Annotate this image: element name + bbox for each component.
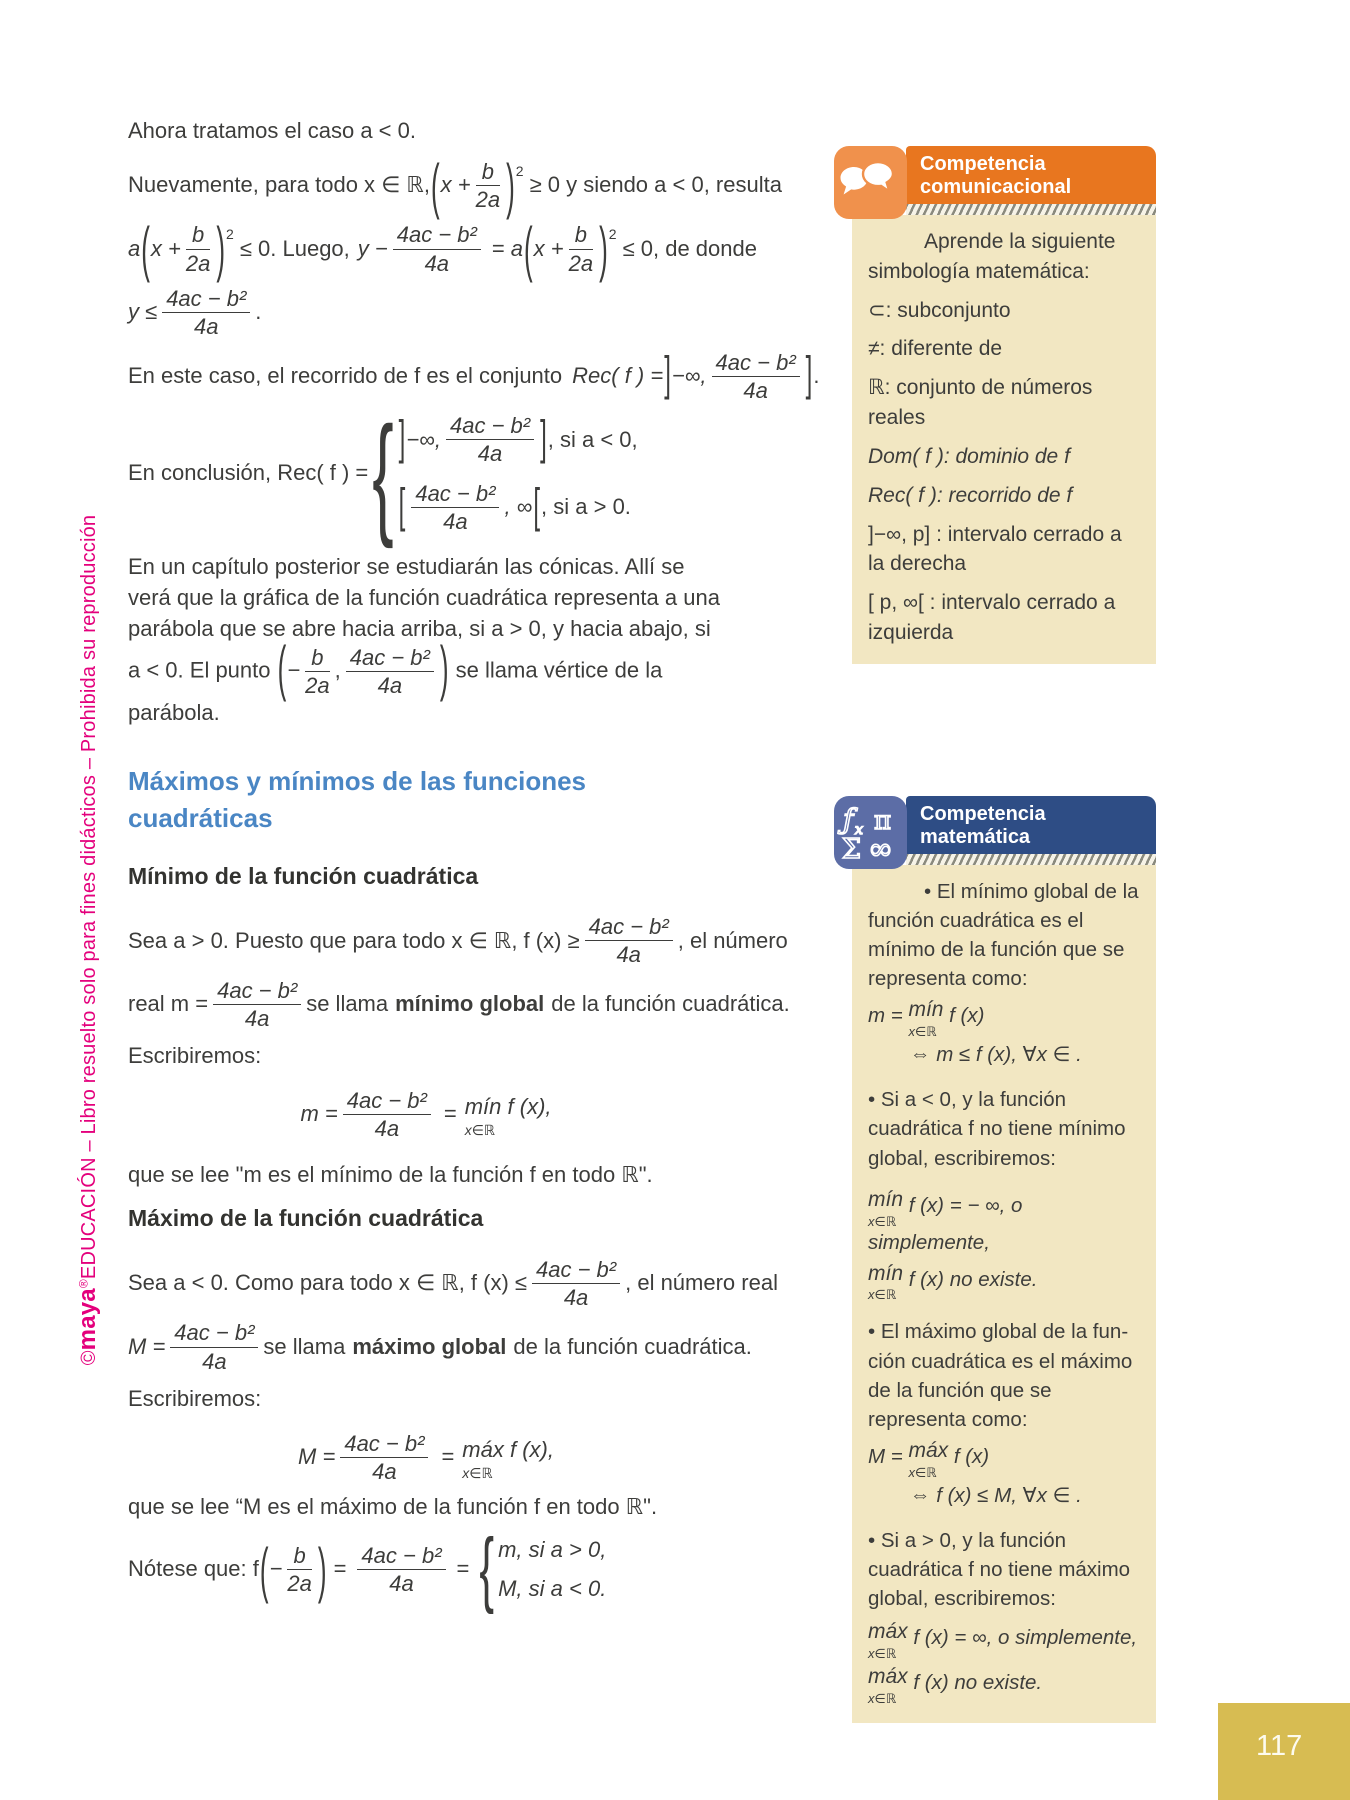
hatch-band: [906, 854, 1156, 865]
paragraph-conicas: [128, 552, 724, 729]
bullet-maximo-global: • El máximo global de la función cuadrática es el máximo de la función que se representa como:: [868, 1320, 1133, 1431]
paragraph-caso-a-negativo: Ahora tratamos el caso a < 0.: [128, 118, 416, 143]
interval-bracket: ]: [805, 349, 813, 402]
registered-symbol: ®: [76, 1279, 91, 1289]
fraction-discriminant: 4ac − b² 4a: [411, 481, 499, 535]
math-token: f (x): [943, 1004, 985, 1028]
formula-text: Nuevamente, para todo x ∈ ℝ,: [128, 172, 430, 198]
bold-maximo-global: máximo global: [352, 1333, 507, 1359]
fraction-discriminant: 4ac − b² 4a: [446, 413, 534, 467]
fraction-discriminant: $\frac{\text{4ac − b²}}{4a}$: [585, 914, 673, 968]
operator-text: máx: [868, 1620, 908, 1644]
paragraph-text: Sea a > 0. Puesto que para todo x ∈ ℝ, f (x) ≥: [128, 927, 580, 953]
cases-column: [398, 413, 638, 534]
paragraph-text: de la función cuadrática.: [551, 991, 790, 1017]
big-right-paren: ): [317, 1534, 327, 1606]
symbol-item: Rec( f ): recorrido de f: [868, 483, 1073, 507]
formula-line-luego: [128, 213, 757, 285]
formula-line-nuevamente: [128, 150, 782, 221]
period: .: [255, 299, 262, 325]
fraction-discriminant: $\frac{\text{4ac − b²}}{4a}$: [162, 286, 250, 340]
math-token: f (x): [948, 1444, 990, 1468]
operator-text: mín f (x),: [464, 1094, 552, 1120]
copyright-text: EDUCACIÓN – Libro resuelto solo para fines didácticos – Prohibida su reproducción: [78, 514, 100, 1280]
paragraph-que-se-lee-min: que se lee "m es el mínimo de la función f en todo ℝ".: [128, 1161, 653, 1187]
formula-text: En este caso, el recorrido de f es el conjunto: [128, 362, 563, 388]
formula-line-recorrido: [128, 349, 820, 404]
big-left-paren: (: [523, 213, 533, 285]
page-number-badge: [1218, 1703, 1350, 1800]
paragraph-text: , el número: [677, 927, 788, 953]
math-token: M =: [298, 1444, 336, 1470]
operator-text: mín: [868, 1187, 904, 1211]
math-token: m =: [300, 1101, 338, 1127]
formula-max-no-existe: [868, 1662, 1140, 1705]
paragraph-text: se llama: [306, 991, 389, 1017]
math-token-minus-infinity: −∞,: [671, 362, 707, 388]
math-token-a: a: [128, 235, 141, 261]
fraction-discriminant: $\frac{\text{4ac − b²}}{4a}$: [213, 978, 301, 1032]
period: .: [813, 362, 820, 388]
symbol-item: ⊂: subconjunto: [868, 298, 1011, 322]
operator-text: mín: [908, 998, 944, 1022]
interval-bracket: [: [398, 480, 406, 533]
equals-sign: =: [491, 235, 505, 261]
operator-subscript: x∈ℝ: [868, 1645, 897, 1661]
speech-bubbles-graphic: [834, 146, 907, 219]
label-escribiremos-2: Escribiremos:: [128, 1385, 262, 1411]
paragraph-text: se llama: [263, 1333, 346, 1359]
fraction-b-2a: $\frac{b}{2a}$: [305, 644, 330, 699]
box-header: [906, 146, 1156, 204]
paragraph-que-se-lee-max: que se lee “M es el máximo de la función f en todo ℝ".: [128, 1494, 658, 1520]
formula-text: ≤ 0, de donde: [622, 235, 757, 261]
math-token-minus-infinity: −∞,: [406, 426, 441, 452]
formula-M-max: [868, 1436, 1140, 1479]
section-heading-maximos-minimos: Máximos y mínimos de las funciones cuadráticas: [128, 766, 587, 833]
operator-text: máx: [868, 1664, 908, 1688]
main-column: [128, 116, 820, 1616]
competencia-comunicacional-box: [834, 146, 1156, 664]
superscript-2: 2: [515, 162, 524, 179]
paragraph-maximo-row1: [128, 1256, 778, 1311]
paragraph-maximo-row2: [128, 1320, 752, 1374]
big-right-paren: ): [599, 213, 608, 285]
math-token-y-minus: y −: [357, 235, 388, 261]
min-operator-with-subscript: [908, 995, 943, 1038]
icon-glyph-fx: ƒ: [843, 803, 854, 836]
formula-text: ≥ 0 y siendo a < 0, resulta: [529, 172, 782, 198]
formula-maximo-centered: [128, 1431, 724, 1485]
symbol-item: [ p, ∞[ : intervalo cerrado a izquierda: [868, 591, 1116, 644]
equals-sign: =: [441, 1444, 455, 1470]
formula-minimo-centered: [128, 1088, 724, 1142]
interval-bracket: ]: [664, 349, 671, 402]
interval-bracket: ]: [540, 412, 547, 466]
big-left-paren: (: [430, 150, 440, 221]
max-operator-with-subscript: [462, 1435, 554, 1480]
case-condition: , si a < 0,: [547, 426, 638, 452]
formula-text: En conclusión, Rec( f ) =: [128, 460, 369, 486]
math-token: y ≤: [128, 299, 158, 325]
big-brace: {: [372, 398, 394, 550]
formula-max-infinito: [868, 1617, 1140, 1660]
fraction-b-2a: $\frac{b}{2a}$: [475, 158, 501, 213]
operator-subscript: x∈ℝ: [908, 1024, 937, 1040]
copyright-vertical-note: [74, 515, 102, 1366]
minus-sign: −: [269, 1556, 283, 1582]
icon-glyph-sigma: Σ: [842, 834, 862, 865]
fraction-b-2a: $\frac{b}{2a}$: [287, 1543, 312, 1597]
math-token: f (x) = ∞, o simplemente,: [907, 1625, 1138, 1649]
subheading-maximo: Máximo de la función cuadrática: [128, 1205, 484, 1232]
icon-glyph-fx-sub: x: [855, 822, 863, 838]
symbol-item: ≠: diferente de: [868, 337, 1003, 361]
operator-text: mín: [868, 1261, 904, 1285]
big-brace: {: [479, 1522, 495, 1616]
formula-min-infinito: [868, 1185, 1140, 1257]
paragraph-minimo-row1: [128, 914, 788, 968]
big-left-paren: (: [141, 213, 150, 285]
page-number: 117: [1256, 1730, 1303, 1762]
formula-equivalence-max: ⇔ f (x) ≤ M, ∀x ∈ .: [910, 1483, 1082, 1507]
superscript-2: 2: [608, 226, 617, 243]
fraction-discriminant: $\frac{\text{4ac − b²}}{4a}$: [532, 1257, 620, 1311]
math-token: M =: [868, 1444, 909, 1468]
bullet-si-a-negativo: • Si a < 0, y la función cuadrática f no tiene mínimo global, escribiremos:: [868, 1088, 1126, 1170]
operator-subscript: x∈ℝ: [908, 1464, 937, 1480]
formula-line-y-menor: [128, 286, 724, 340]
comma: ,: [334, 657, 341, 683]
math-token: m =: [868, 1004, 909, 1028]
case-row: m, si a > 0,: [498, 1537, 607, 1563]
box-header: [906, 796, 1156, 854]
math-symbols-graphic: [834, 796, 907, 869]
math-token-rec: Rec( f ) =: [572, 362, 664, 388]
operator-text: máx: [908, 1438, 949, 1462]
formula-min-no-existe: [868, 1259, 1140, 1302]
paragraph-text: , el número real: [625, 1270, 778, 1296]
superscript-2: 2: [226, 226, 234, 243]
bold-minimo-global: mínimo global: [395, 991, 545, 1017]
operator-subscript: x∈ℝ: [464, 1122, 496, 1139]
icon-glyph-pi: π: [874, 806, 892, 836]
box-body: [852, 215, 1156, 664]
case-row: M, si a < 0.: [498, 1575, 607, 1601]
copyright-symbol: ©: [78, 1350, 100, 1366]
symbol-item: ℝ: conjunto de números reales: [868, 376, 1093, 430]
formula-text: Nótese que: f: [128, 1556, 259, 1582]
operator-subscript: x∈ℝ: [868, 1213, 897, 1229]
fraction-discriminant: $\frac{\text{4ac − b²}}{4a}$: [340, 1431, 428, 1485]
math-symbols-icon: [834, 796, 907, 869]
fraction-discriminant: $\frac{\text{4ac − b²}}{4a}$: [357, 1543, 445, 1597]
competencia-matematica-box: [834, 796, 1156, 1723]
big-left-paren: (: [277, 633, 287, 704]
formula-text: ≤ 0. Luego,: [239, 235, 350, 261]
box-title-line1: Competencia: [920, 803, 1046, 825]
max-operator-with-subscript: [908, 1436, 948, 1479]
paragraph-text: se llama vértice de la parábola.: [128, 657, 663, 726]
equals-sign: =: [456, 1556, 470, 1582]
symbol-item: Dom( f ): dominio de f: [868, 444, 1070, 468]
icon-glyph-infinity: ∞: [868, 832, 893, 867]
operator-subscript: x∈ℝ: [462, 1464, 493, 1481]
fraction-discriminant: $\frac{\text{4ac − b²}}{4a}$: [170, 1320, 258, 1374]
formula-equivalence-min: ⇔ m ≤ f (x), ∀x ∈ .: [910, 1043, 1082, 1067]
min-operator-with-subscript: [465, 1092, 552, 1137]
math-token: f (x) no existe.: [907, 1670, 1043, 1694]
max-operator-with-subscript: [868, 1617, 908, 1660]
formula-conclusion: [128, 398, 724, 550]
cases-column: [498, 1535, 606, 1605]
paragraph-text: real m =: [128, 991, 209, 1017]
fraction-b-2a: $\frac{b}{2a}$: [568, 222, 594, 276]
symbology-intro: Aprende la siguiente simbología matemática:: [868, 230, 1116, 283]
math-token-a: a: [510, 235, 523, 261]
max-operator-with-subscript: [868, 1662, 908, 1705]
equals-sign: =: [443, 1101, 457, 1127]
box-body: [852, 865, 1156, 1723]
math-token: M =: [128, 1333, 166, 1359]
min-operator-with-subscript: [868, 1185, 903, 1228]
fraction-discriminant: $\frac{\text{4ac − b²}}{4a}$: [393, 222, 481, 276]
bullet-si-a-positivo: • Si a > 0, y la función cuadrática f no tiene máximo global, escribiremos:: [868, 1528, 1131, 1610]
case-row-a-positive: [398, 481, 638, 535]
box-title-line2: matemática: [920, 826, 1031, 848]
math-token: x +: [150, 235, 181, 261]
case-condition: , si a > 0.: [541, 494, 631, 520]
brand-name: maya: [74, 1288, 101, 1351]
big-right-paren: ): [506, 150, 515, 221]
big-right-paren: ): [216, 213, 226, 285]
speech-bubbles-icon: [834, 146, 907, 219]
operator-subscript: x∈ℝ: [868, 1287, 897, 1303]
label-escribiremos: Escribiremos:: [128, 1043, 262, 1069]
interval-bracket: ]: [398, 412, 406, 466]
interval-bracket: [: [533, 480, 541, 533]
math-token: x +: [533, 235, 564, 261]
box-title-line1: Competencia: [920, 153, 1046, 175]
paragraph-minimo-row2: [128, 977, 790, 1032]
hatch-band: [906, 204, 1156, 215]
formula-notese: [128, 1522, 724, 1616]
fraction-discriminant: 4ac − b² 4a: [712, 350, 800, 404]
operator-subscript: x∈ℝ: [868, 1690, 897, 1706]
paragraph-text: de la función cuadrática.: [513, 1333, 752, 1359]
operator-text: máx f (x),: [462, 1437, 554, 1463]
bullet-minimo-global: • El mínimo global de la función cuadrática es el mínimo de la función que se representa como:: [868, 880, 1139, 991]
paragraph-text: En un capítulo posterior se estudiarán las cónicas. Allí se verá que la gráfica de la función cuadrática representa a una parábola que se abre hacia arriba, si a > 0, y hacia abajo, si a < 0. El punto: [128, 554, 720, 683]
min-operator-with-subscript: [868, 1259, 903, 1302]
fraction-b-2a: $\frac{b}{2a}$: [185, 222, 211, 276]
minus-sign: −: [287, 657, 301, 683]
paragraph-text: Sea a < 0. Como para todo x ∈ ℝ, f (x) ≤: [128, 1270, 527, 1296]
subheading-minimo: Mínimo de la función cuadrática: [128, 862, 479, 889]
fraction-discriminant: $\frac{\text{4ac − b²}}{4a}$: [346, 645, 434, 699]
math-token: x +: [440, 172, 471, 198]
math-token-infinity: , ∞: [504, 494, 533, 520]
formula-m-min: [868, 995, 1140, 1038]
equals-sign: =: [333, 1556, 347, 1582]
symbol-item: ]−∞, p] : intervalo cerrado a la derecha: [868, 522, 1122, 576]
fraction-discriminant: $\frac{\text{4ac − b²}}{4a}$: [343, 1088, 431, 1142]
math-token: f (x) no existe.: [903, 1267, 1038, 1291]
math-token: f (x) = − ∞, o simplemente,: [868, 1193, 1023, 1254]
box-title-line2: comunicacional: [920, 176, 1072, 198]
big-left-paren: (: [259, 1534, 269, 1606]
big-right-paren: ): [439, 633, 449, 704]
case-row-a-negative: [398, 413, 638, 467]
